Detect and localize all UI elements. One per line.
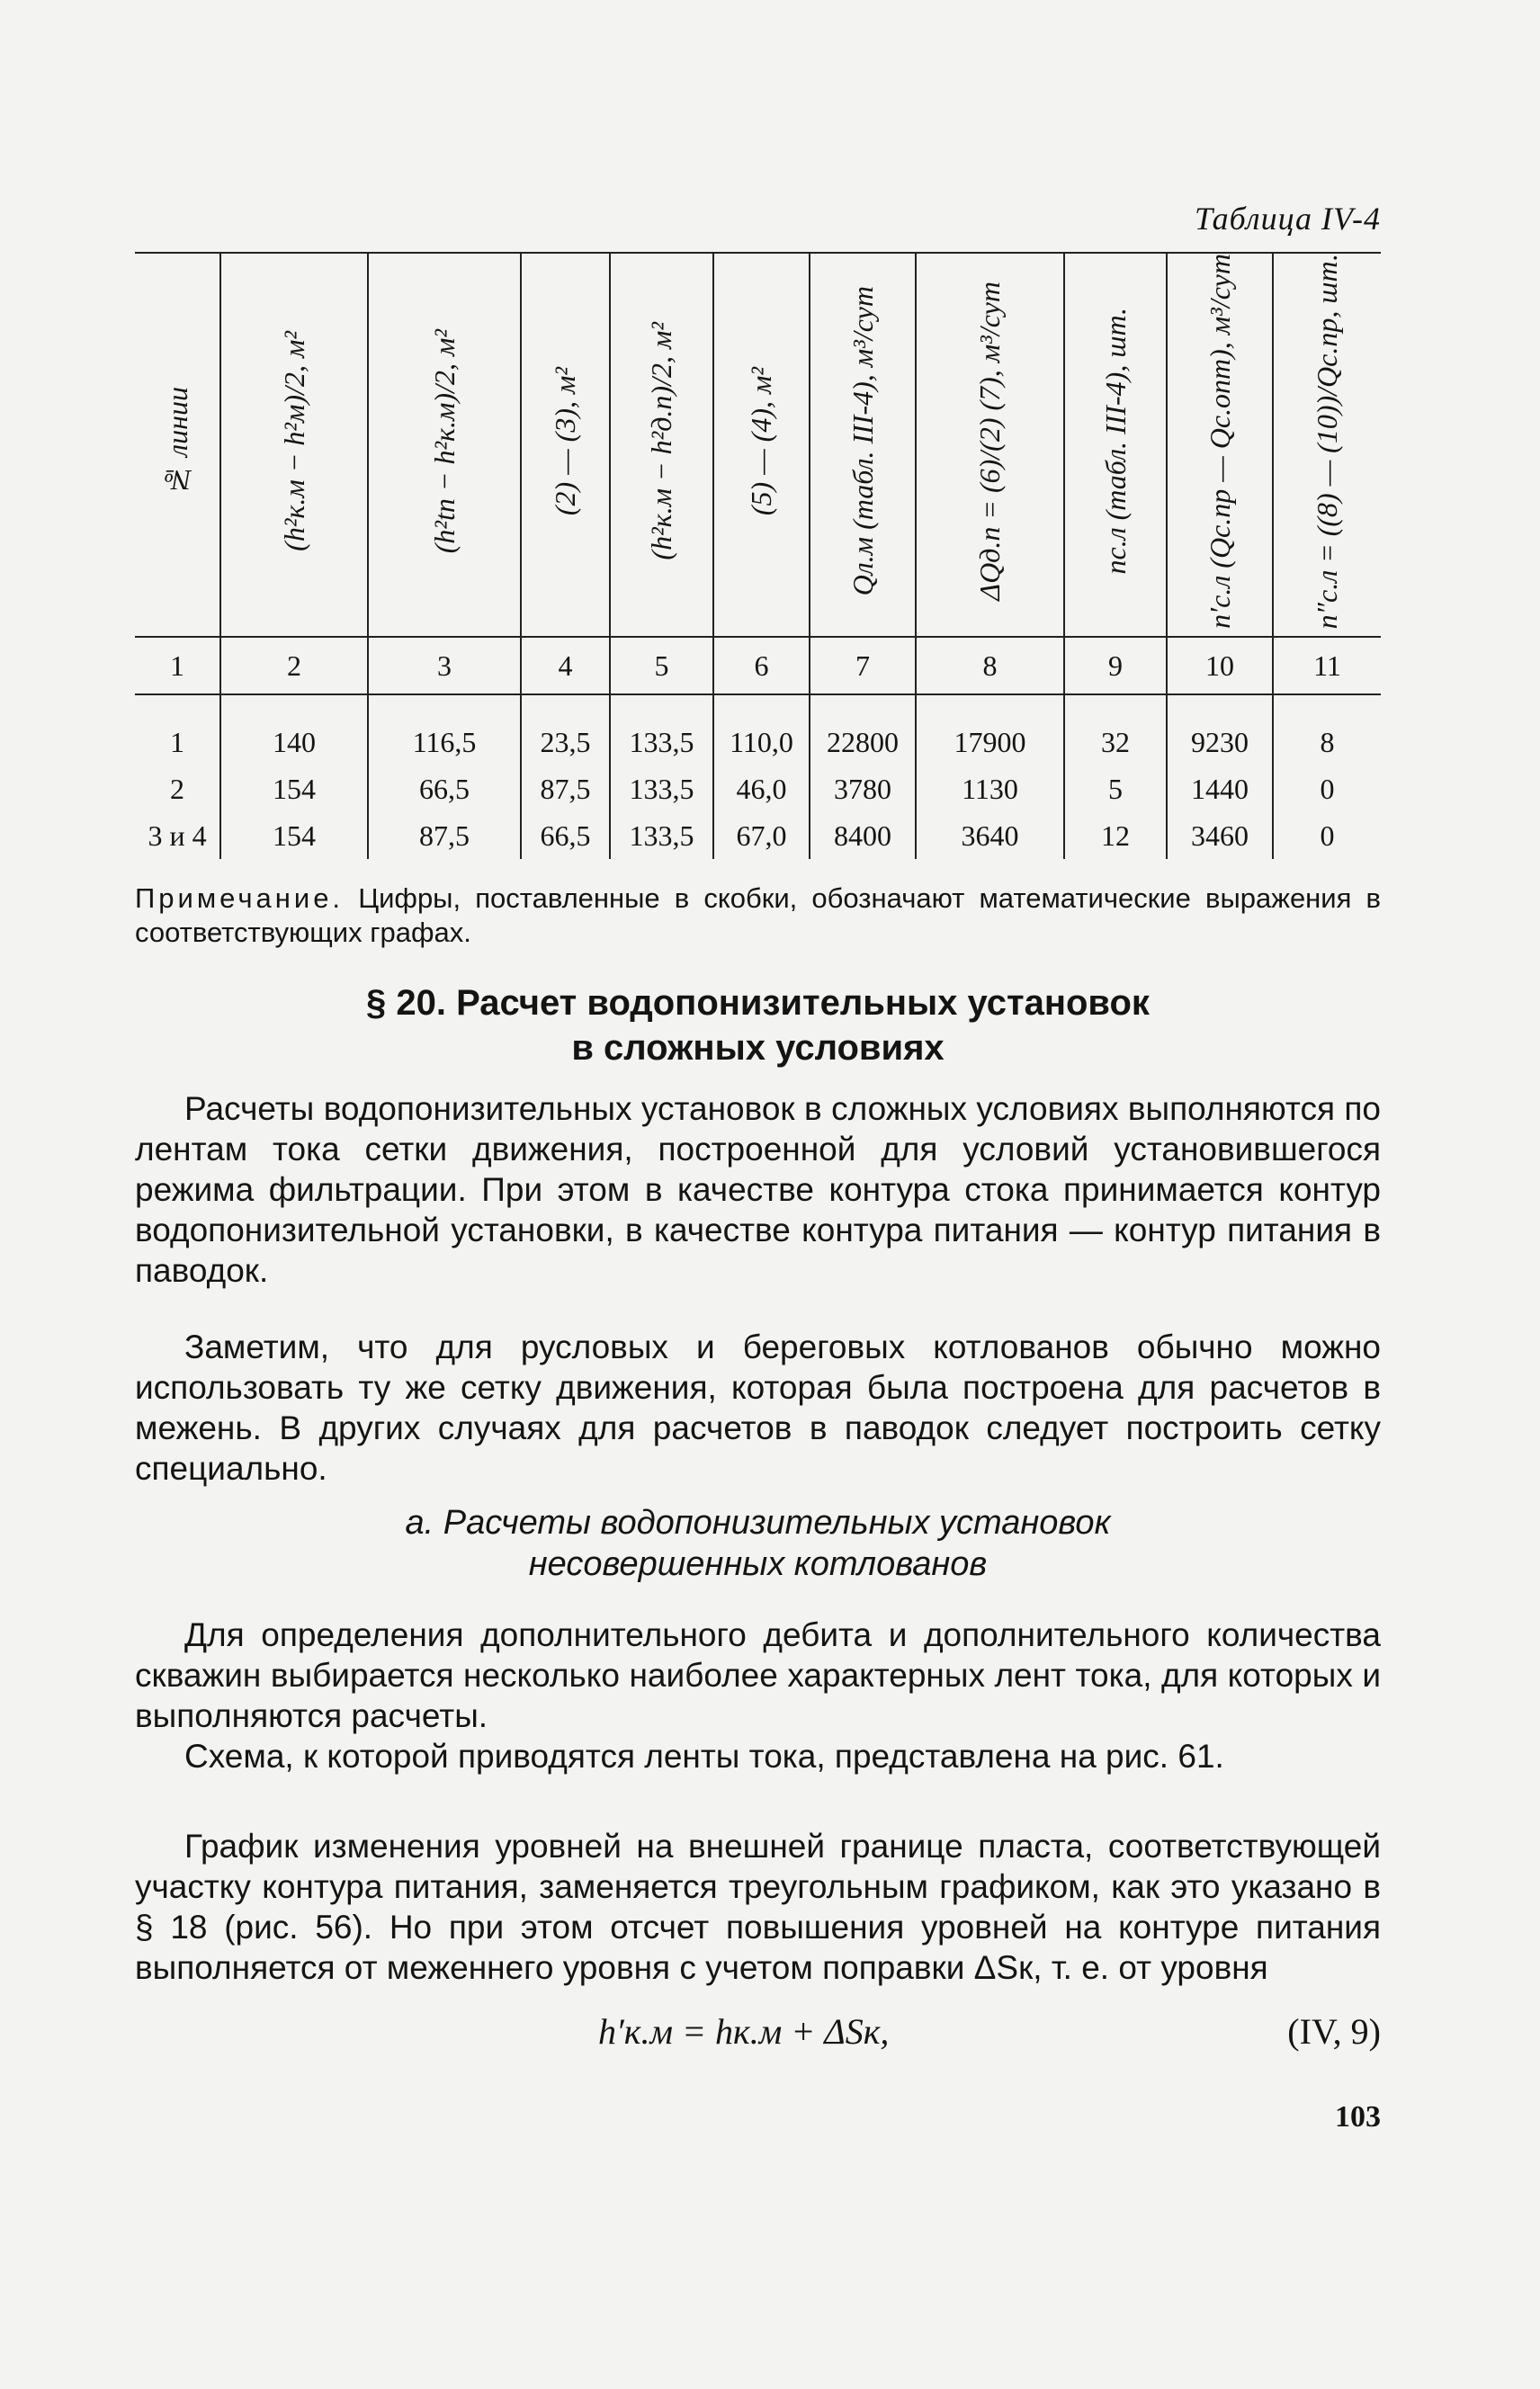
table-cell: 8400 [810,812,916,859]
table-cell: 3640 [916,812,1064,859]
paragraph: Заметим, что для русловых и береговых котлованов обычно можно использовать ту же сетку движения, которая была построена для расчетов в межень. В других случаях для расчетов в паводок следует построить сетку специально. [135,1329,1381,1487]
table-cell: 133,5 [610,765,713,812]
table-cell: 12 [1064,812,1167,859]
column-number: 8 [916,637,1064,694]
table-cell: 1130 [916,765,1064,812]
table-cell: 32 [1064,719,1167,765]
table-cell: 133,5 [610,812,713,859]
book-page [135,0,1381,2389]
paragraph: Для определения дополнительного дебита и дополнительного количества скважин выбирается несколько наиболее характерных лент тока, для которых и выполняются расчеты. [135,1616,1381,1734]
section-title-line: § 20. Расчет водопонизительных установок [366,983,1150,1023]
note-label: Примечание. [135,882,345,914]
table-header-cell: (h²к.м − h²д.п)/2, м² [610,253,713,637]
section-title-line: в сложных условиях [571,1028,945,1068]
paragraph: График изменения уровней на внешней границе пласта, соответствующей участку контура питания, заменяется треугольным графиком, как это указано в § 18 (рис. 56). Но при этом отсчет повышения уровней на контуре питания выполняется от меженнего уровня с учетом поправки ΔSк, т. е. от уровня [135,1828,1381,1986]
column-number: 4 [521,637,610,694]
note-text: Цифры, поставленные в скобки, обозначают математические выражения в соответствующих графах. [135,882,1381,948]
table-cell: 23,5 [521,719,610,765]
table-cell: 87,5 [368,812,521,859]
table-cell: 2 [135,765,220,812]
column-number: 7 [810,637,916,694]
table-cell: 116,5 [368,719,521,765]
table-header-cell: ΔQд.п = (6)/(2) (7), м³/сут [916,253,1064,637]
column-number: 2 [220,637,368,694]
column-number: 9 [1064,637,1167,694]
table-cell: 87,5 [521,765,610,812]
table-header-cell: № линии [135,253,220,637]
subsection-title [135,1502,1381,1585]
column-number: 10 [1167,637,1273,694]
table-cell: 5 [1064,765,1167,812]
section-title [135,980,1381,1070]
column-number-row [135,637,1381,694]
table-note [135,881,1381,950]
table-cell: 110,0 [713,719,810,765]
table-cell: 8 [1320,725,1335,758]
table-cell: 133,5 [610,719,713,765]
formula-number: (IV, 9) [1287,2011,1381,2052]
table-cell: 154 [220,812,368,859]
table-spacer-row [135,694,1381,719]
table-cell: 3 и 4 [135,812,220,859]
paragraph: Схема, к которой приводятся ленты тока, представлена на рис. 61. [184,1738,1224,1775]
table-cell: 140 [220,719,368,765]
table-cell: 1 [135,719,220,765]
column-number: 6 [713,637,810,694]
table-header-cell: (h²к.м − h²м)/2, м² [220,253,368,637]
table-header-cell: (5) — (4), м² [713,253,810,637]
table-cell: 3460 [1167,812,1273,859]
table-cell: 66,5 [368,765,521,812]
table-cell: 22800 [810,719,916,765]
table-cell: 0 [1320,819,1335,852]
table-cell: 46,0 [713,765,810,812]
paragraph: Расчеты водопонизительных установок в сложных условиях выполняются по лентам тока сетки движения, построенной для условий установившегося режима фильтрации. При этом в качестве контура стока принимается контур водопонизительной установки, в качестве контура питания — контур питания в паводок. [135,1090,1381,1289]
table-cell: 1440 [1167,765,1273,812]
table-header-cell: (h²tn − h²к.м)/2, м² [368,253,521,637]
column-number: 11 [1273,637,1381,694]
table-header-row [135,253,1381,637]
table-row [135,812,1381,859]
subsection-title-line: несовершенных котлованов [528,1545,988,1583]
subsection-title-line: а. Расчеты водопонизительных установок [405,1504,1111,1542]
table-cell: 9230 [1167,719,1273,765]
table-header-cell: (2) — (3), м² [521,253,610,637]
table-cell: 66,5 [521,812,610,859]
table-cell: 67,0 [713,812,810,859]
table-header-cell: n″с.л = ((8) — (10))/Qс.пр, шт. [1273,253,1381,637]
formula: h′к.м = hк.м + ΔSк, [598,2011,890,2052]
table-row [135,765,1381,812]
formula-line [135,2010,1381,2055]
table-cell: 3780 [810,765,916,812]
table-header-cell: nс.л (табл. III-4), шт. [1064,253,1167,637]
table-row [135,719,1381,765]
table-cell: 0 [1320,772,1335,805]
table-caption: Таблица IV-4 [1194,201,1381,237]
table-cell: 17900 [916,719,1064,765]
column-number: 1 [135,637,220,694]
table-header-cell: n′с.л (Qс.пр — Qс.опт), м³/сут [1167,253,1273,637]
column-number: 5 [610,637,713,694]
table-cell: 154 [220,765,368,812]
table-header-cell: Qл.м (табл. III-4), м³/сут [810,253,916,637]
page-number: 103 [1335,2100,1381,2134]
data-table [135,252,1381,859]
column-number: 3 [368,637,521,694]
